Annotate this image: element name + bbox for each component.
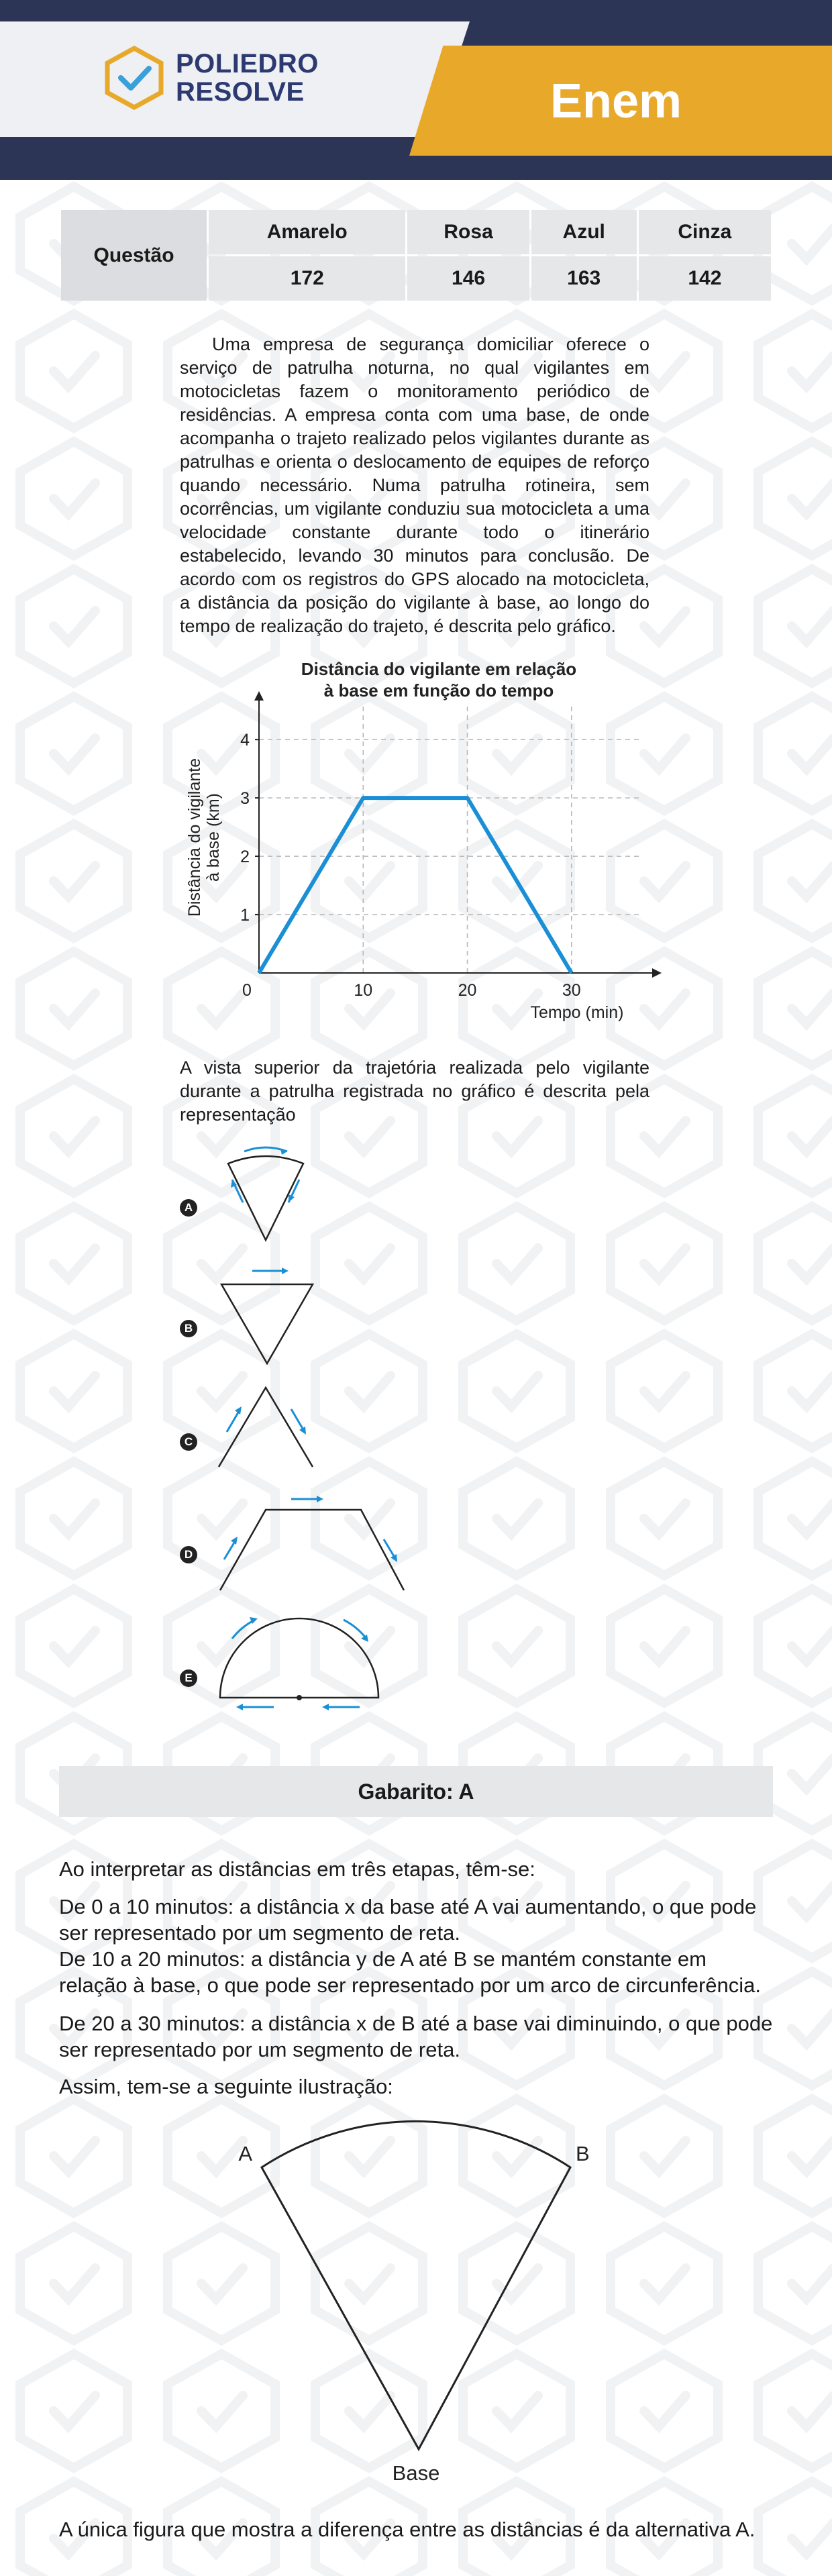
option-c-figure[interactable]: [212, 1381, 319, 1482]
row-label: Questão: [61, 210, 207, 301]
resolution-conclusion: Assim, tem-se a seguinte ilustração:: [59, 2075, 393, 2098]
option-a-label[interactable]: A: [180, 1199, 197, 1217]
column-header: Cinza: [639, 210, 771, 254]
point-a-label: A: [238, 2142, 252, 2165]
table-cell: 172: [209, 256, 405, 301]
page-header: [0, 0, 832, 180]
results-table: [59, 208, 773, 303]
column-header: Amarelo: [209, 210, 405, 254]
column-header: Rosa: [407, 210, 529, 254]
y-axis-label-line-2: à base (km): [204, 793, 223, 882]
resolution-step-3: De 20 a 30 minutos: a distância x de B até a base vai diminuindo, o que pode ser representado por um segmento de reta.: [59, 2012, 773, 2061]
chart-title-line-1: Distância do vigilante em relação: [301, 659, 577, 679]
y-axis-arrow: [254, 691, 264, 701]
statement-text: Uma empresa de segurança domiciliar oferece o serviço de patrulha noturna, no qual vigilantes em motocicletas fazem o monitoramento periódico de residências. A empresa conta com uma base, de onde acompanha o trajeto realizado pelos vigilantes durante as patrulhas e orienta o deslocamento de equipes de reforço quando necessário. Numa patrulha rotineira, sem ocorrências, um vigilante conduziu sua motocicleta a uma velocidade constante durante todo o itinerário estabelecido, levando 30 minutos para conclusão. De acordo com os registros do GPS alocado na motocicleta, a distância da posição do vigilante à base, ao longo do tempo de realização do trajeto, é descrita pelo gráfico.: [180, 334, 649, 636]
answer-label: Gabarito: A: [358, 1780, 474, 1804]
table-cell: 146: [407, 256, 529, 301]
x-tick-label: 20: [458, 981, 477, 1000]
x-axis-label: Tempo (min): [530, 1003, 624, 1022]
distance-series-line: [259, 798, 572, 973]
question-prompt: [180, 1056, 649, 1127]
y-tick-label: 1: [240, 906, 250, 925]
option-c-label[interactable]: C: [180, 1433, 197, 1451]
y-tick-label: 2: [240, 847, 250, 867]
table-row: [61, 210, 771, 254]
option-d-label[interactable]: D: [180, 1546, 197, 1563]
x-axis-arrow: [652, 968, 662, 978]
poliedro-logo-icon: [101, 44, 168, 111]
option-d-figure[interactable]: [212, 1490, 407, 1597]
answer-banner: [59, 1766, 773, 1817]
x-tick-label: 10: [354, 981, 373, 1000]
brand-line-2: RESOLVE: [176, 77, 305, 107]
point-b-label: B: [576, 2142, 590, 2165]
table-cell: 163: [531, 256, 637, 301]
resolution-step-1: De 0 a 10 minutos: a distância x da base até A vai aumentando, o que pode ser representado por um segmento de reta.: [59, 1895, 757, 1945]
resolution-step-2: De 10 a 20 minutos: a distância y de A até B se mantém constante em relação à base, o que pode ser representado por um arco de circunferência.: [59, 1947, 762, 1997]
column-header: Azul: [531, 210, 637, 254]
option-a-figure[interactable]: [212, 1141, 319, 1248]
option-e-label[interactable]: E: [180, 1669, 197, 1687]
resolution-intro: Ao interpretar as distâncias em três etapas, têm-se:: [59, 1857, 535, 1881]
exam-title: Enem: [550, 74, 682, 128]
table-cell: 142: [639, 256, 771, 301]
y-tick-label: 4: [240, 731, 250, 750]
question-statement: [180, 333, 649, 638]
brand-line-1: POLIEDRO: [176, 49, 319, 79]
y-tick-label: 3: [240, 789, 250, 809]
x-tick-label: 0: [242, 981, 252, 1000]
chart-title-line-2: à base em função do tempo: [323, 680, 554, 701]
distance-time-chart: [180, 658, 663, 1033]
brand-logo-text: [176, 50, 319, 106]
final-remark: A única figura que mostra a diferença entre as distâncias é da alternativa A.: [59, 2518, 756, 2541]
x-tick-label: 30: [562, 981, 581, 1000]
y-axis-label-line-1: Distância do vigilante: [185, 758, 204, 917]
prompt-text: A vista superior da trajetória realizada pelo vigilante durante a patrulha registrada no gráfico é descrita pela representação: [180, 1058, 649, 1125]
option-b-label[interactable]: B: [180, 1320, 197, 1337]
option-e-figure[interactable]: [212, 1604, 386, 1721]
option-b-figure[interactable]: [212, 1261, 319, 1369]
sector-illustration: [228, 2114, 604, 2489]
base-label: Base: [392, 2461, 440, 2485]
